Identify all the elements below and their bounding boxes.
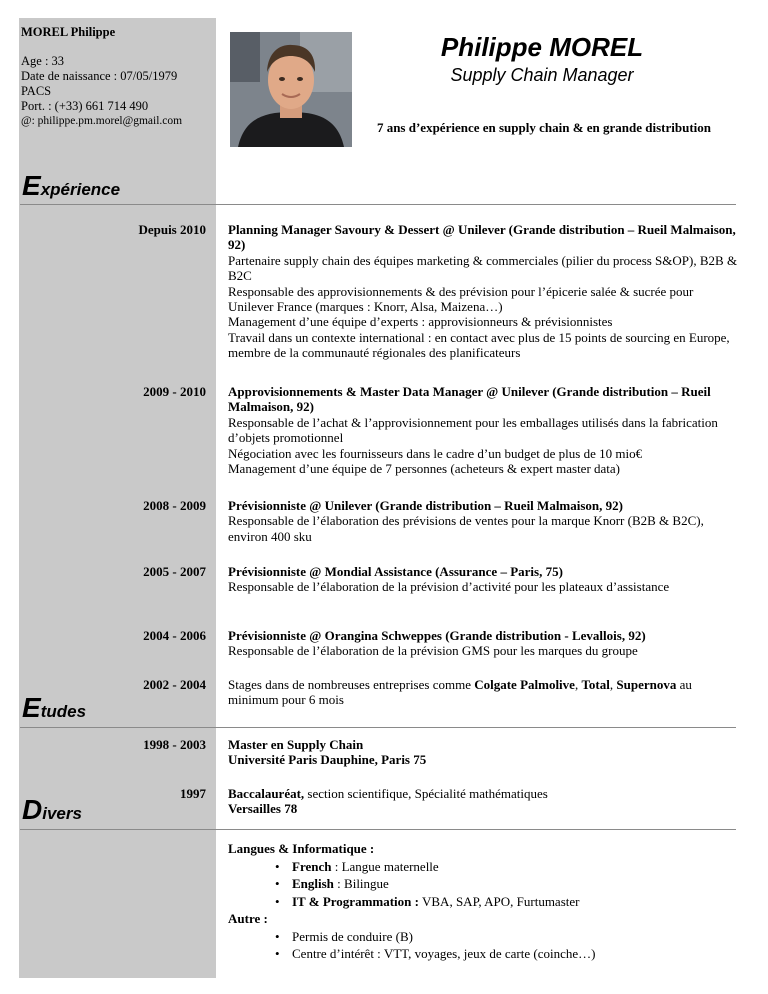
- contact-phone: Port. : (+33) 661 714 490: [21, 99, 149, 113]
- job-line: Responsable de l’élaboration de la prévision d’activité pour les plateaux d’assistance: [228, 579, 670, 595]
- study-title: Baccalauréat,: [228, 786, 305, 801]
- study-place: Versailles 78: [228, 801, 298, 817]
- job-years: 2008 - 2009: [143, 498, 206, 513]
- study-years: 1997: [180, 786, 206, 801]
- job-title: Prévisionniste @ Mondial Assistance (Assurance – Paris, 75): [228, 564, 563, 579]
- job-line: Responsable de l’élaboration des prévisions de ventes pour la marque Knorr (B2B & B2C), environ 400 sku: [228, 513, 704, 544]
- section-etudes-heading: [22, 692, 86, 724]
- study-entry: [228, 737, 738, 768]
- list-item: • Permis de conduire (B): [292, 928, 738, 946]
- item-value: : Langue maternelle: [331, 858, 439, 874]
- item-value: : Bilingue: [333, 876, 389, 891]
- contact-block: [21, 25, 182, 129]
- divers-block: [228, 840, 738, 963]
- text-run: ,: [574, 677, 582, 692]
- job-line: Responsable de l’élaboration de la prévision GMS pour les marques du groupe: [228, 643, 638, 659]
- study-years: 1998 - 2003: [143, 737, 206, 752]
- list-item: [292, 875, 738, 893]
- section-cap: E: [22, 170, 41, 201]
- job-line: Partenaire supply chain des équipes marketing & commerciales (pilier du process S&OP), B2B & B2C: [228, 252, 738, 284]
- header-title: [382, 32, 702, 86]
- text-run: ,: [609, 677, 617, 692]
- job-entry: [228, 498, 738, 544]
- job-entry: [228, 564, 738, 595]
- job-years: 2002 - 2004: [143, 677, 206, 692]
- job-title: Prévisionniste @ Unilever (Grande distribution – Rueil Malmaison, 92): [228, 498, 623, 513]
- job-title: Prévisionniste @ Orangina Schweppes (Grande distribution - Levallois, 92): [228, 628, 646, 643]
- other-title: Autre :: [228, 911, 268, 926]
- section-experience-heading: [22, 170, 120, 202]
- section-divers-heading: [22, 794, 82, 826]
- item-label: IT & Programmation :: [292, 893, 419, 909]
- study-detail: section scientifique, Spécialité mathématiques: [304, 786, 548, 801]
- job-entry: [228, 628, 738, 659]
- job-entry: [228, 222, 738, 361]
- list-item: [292, 858, 738, 876]
- job-years: Depuis 2010: [138, 222, 206, 237]
- study-entry: [228, 786, 738, 817]
- job-years: 2005 - 2007: [143, 564, 206, 579]
- internship-entry: [228, 677, 738, 708]
- job-title: Approvisionnements & Master Data Manager @ Unilever (Grande distribution – Rueil Malmaison, 92): [228, 384, 711, 415]
- item-value: VBA, SAP, APO, Furtumaster: [418, 893, 580, 909]
- section-rule: [20, 727, 736, 728]
- job-line: Responsable de l’achat & l’approvisionnement pour les emballages utilisés dans la fabrication d’objets promotionnel: [228, 414, 718, 446]
- text-run: Stages dans de nombreuses entreprises comme: [228, 677, 475, 692]
- section-rest: tudes: [40, 702, 87, 721]
- languages-title: Langues & Informatique :: [228, 841, 375, 856]
- study-title: Master en Supply Chain: [228, 737, 364, 752]
- job-title: Planning Manager Savoury & Dessert @ Unilever (Grande distribution – Rueil Malmaison, 92): [228, 222, 736, 253]
- contact-birthdate: Date de naissance : 07/05/1979: [21, 69, 178, 83]
- text-run: au minimum pour 6 mois: [228, 677, 692, 708]
- job-line: Management d’une équipe de 7 personnes (acheteurs & expert master data): [228, 461, 621, 477]
- company-name: Total: [581, 677, 610, 692]
- profile-photo: [230, 32, 352, 147]
- section-rule: [20, 204, 736, 205]
- header-tagline: 7 ans d’expérience en supply chain & en grande distribution: [376, 120, 712, 135]
- header-role: Supply Chain Manager: [450, 65, 634, 85]
- list-item: • Centre d’intérêt : VTT, voyages, jeux de carte (coinche…): [292, 945, 738, 963]
- contact-age: Age : 33: [21, 54, 65, 68]
- job-line: Négociation avec les fournisseurs dans le cadre d’un budget de plus de 10 mio€: [228, 445, 643, 461]
- section-cap: D: [22, 794, 43, 825]
- study-school: Université Paris Dauphine, Paris 75: [228, 752, 427, 768]
- section-rest: ivers: [42, 804, 82, 823]
- item-label: French: [292, 858, 332, 874]
- job-entry: [228, 384, 738, 476]
- job-line: Management d’une équipe d’experts : approvisionneurs & prévisionnistes: [228, 314, 613, 330]
- list-item: [292, 893, 738, 911]
- job-years: 2009 - 2010: [143, 384, 206, 399]
- section-rest: xpérience: [40, 180, 121, 199]
- header-name: Philippe MOREL: [440, 32, 644, 62]
- company-name: Colgate Palmolive: [474, 677, 575, 692]
- section-cap: E: [22, 692, 41, 723]
- job-years: 2004 - 2006: [143, 628, 206, 643]
- job-line: Travail dans un contexte international : en contact avec plus de 15 points de sourcing en Europe, membre de la communauté régionales des planificateurs: [228, 329, 730, 361]
- item-label: English: [292, 876, 334, 891]
- contact-name: MOREL Philippe: [21, 25, 116, 39]
- company-name: Supernova: [616, 677, 677, 692]
- job-line: Responsable des approvisionnements & des prévision pour l’épicerie salée & sucrée pour Unilever France (marques : Knorr, Alsa, Maizena…): [228, 283, 694, 315]
- contact-status: PACS: [21, 84, 52, 98]
- section-rule: [20, 829, 736, 830]
- contact-email: @: philippe.pm.morel@gmail.com: [21, 115, 183, 127]
- languages-list: [228, 858, 738, 911]
- other-list: [228, 928, 738, 963]
